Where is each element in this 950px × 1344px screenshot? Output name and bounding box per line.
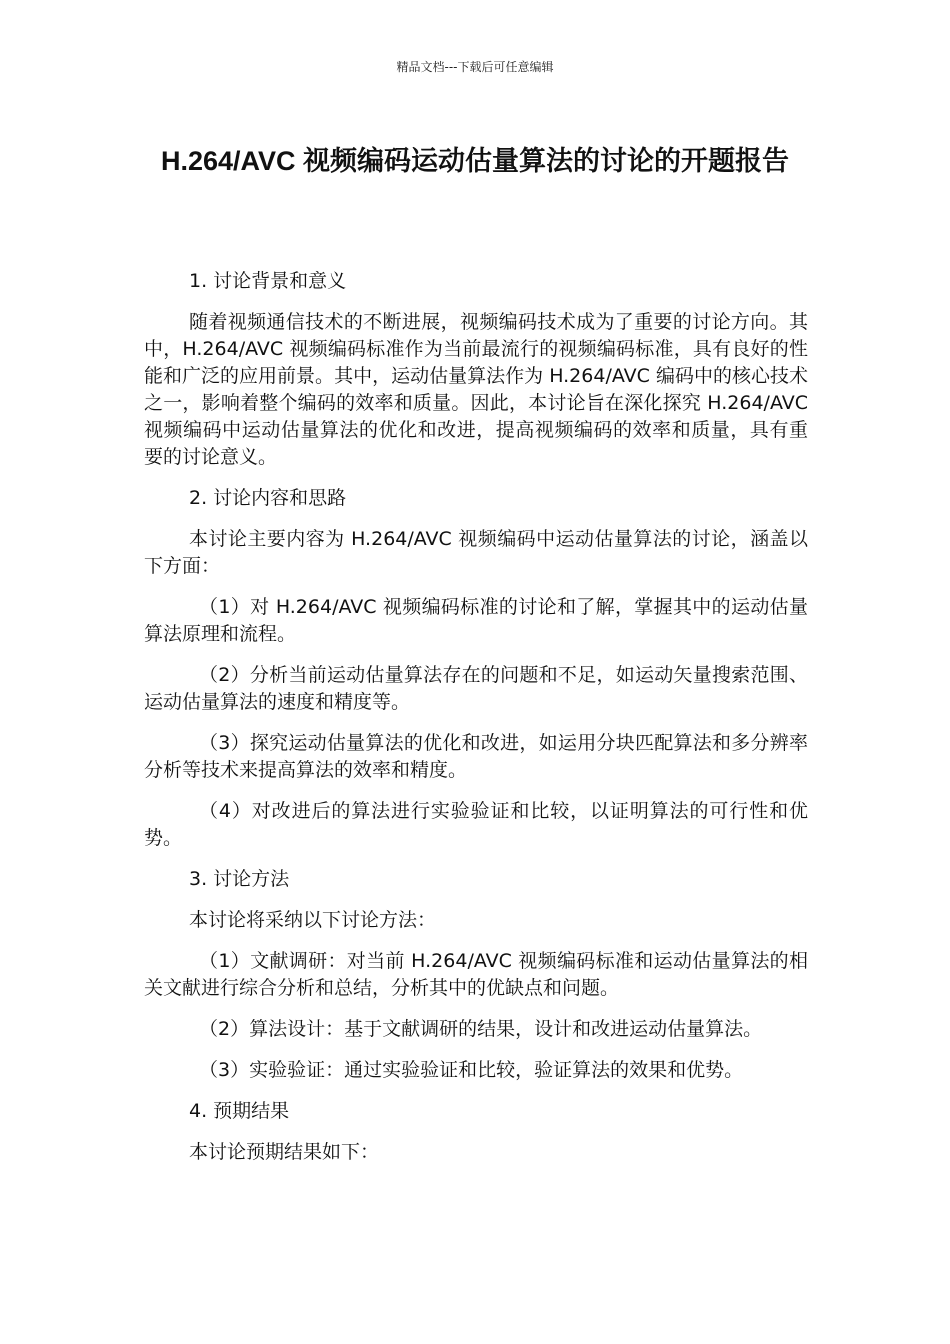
list-item: （3）探究运动估量算法的优化和改进，如运用分块匹配算法和多分辨率分析等技术来提高算法的效率和精度。 (144, 732, 808, 781)
list-item: （3）实验验证：通过实验验证和比较，验证算法的效果和优势。 (199, 1059, 744, 1081)
section-paragraph-results: 本讨论预期结果如下： (189, 1141, 380, 1163)
list-item: （4）对改进后的算法进行实验验证和比较，以证明算法的可行性和优势。 (144, 800, 808, 849)
section-heading-background: 1. 讨论背景和意义 (189, 270, 347, 292)
section-heading-content: 2. 讨论内容和思路 (189, 487, 347, 509)
section-paragraph-method: 本讨论将采纳以下讨论方法： (189, 909, 437, 931)
section-paragraph-content: 本讨论主要内容为 H.264/AVC 视频编码中运动估量算法的讨论，涵盖以下方面： (144, 528, 808, 577)
list-item: （1）对 H.264/AVC 视频编码标准的讨论和了解，掌握其中的运动估量算法原理和流程。 (144, 596, 808, 645)
list-item: （2）算法设计：基于文献调研的结果，设计和改进运动估量算法。 (199, 1018, 763, 1040)
list-item: （1）文献调研：对当前 H.264/AVC 视频编码标准和运动估量算法的相关文献进行综合分析和总结，分析其中的优缺点和问题。 (144, 950, 808, 999)
document-title: H.264/AVC 视频编码运动估量算法的讨论的开题报告 (160, 146, 790, 176)
section-heading-method: 3. 讨论方法 (189, 868, 290, 890)
page-header: 精品文档---下载后可任意编辑 (396, 60, 554, 74)
section-heading-results: 4. 预期结果 (189, 1100, 290, 1122)
document-body (144, 268, 808, 1180)
section-paragraph-background: 随着视频通信技术的不断进展，视频编码技术成为了重要的讨论方向。其中，H.264/AVC 视频编码标准作为当前最流行的视频编码标准，具有良好的性能和广泛的应用前景。其中，运动估量算法作为 H.264/AVC 编码中的核心技术之一，影响着整个编码的效率和质量。因此，本讨论旨在深化探究 H.264/AVC 视频编码中运动估量算法的优化和改进，提高视频编码的效率和质量，具有重要的讨论意义。 (144, 311, 808, 468)
list-item: （2）分析当前运动估量算法存在的问题和不足，如运动矢量搜索范围、运动估量算法的速度和精度等。 (144, 664, 808, 713)
